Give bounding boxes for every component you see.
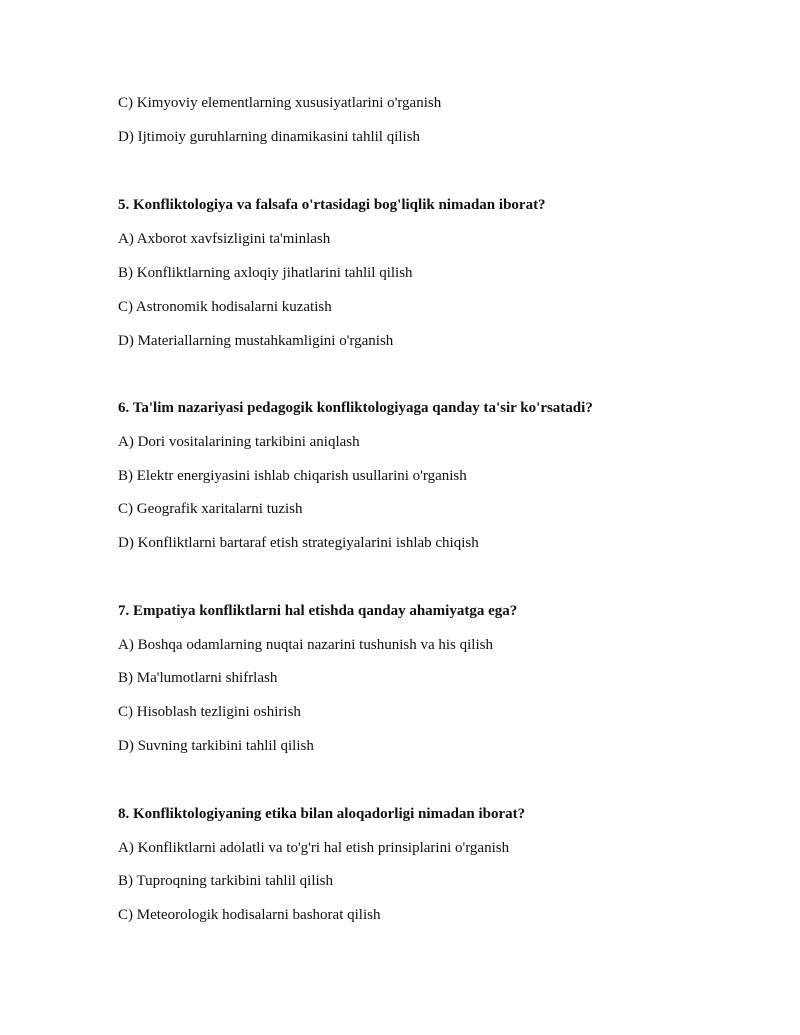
question-8-option-c: C) Meteorologik hodisalarni bashorat qilish — [118, 907, 381, 923]
question-7-option-a: A) Boshqa odamlarning nuqtai nazarini tushunish va his qilish — [118, 637, 493, 653]
question-7-option-c: C) Hisoblash tezligini oshirish — [118, 704, 301, 720]
question-8-option-a: A) Konfliktlarni adolatli va to'g'ri hal etish prinsiplarini o'rganish — [118, 840, 510, 856]
question-6-option-a: A) Dori vositalarining tarkibini aniqlash — [118, 434, 360, 450]
question-5: 5. Konfliktologiya va falsafa o'rtasidagi bog'liqlik nimadan iborat? — [118, 197, 546, 213]
question-6-option-c: C) Geografik xaritalarni tuzish — [118, 501, 303, 517]
question-5-option-a: A) Axborot xavfsizligini ta'minlash — [118, 231, 331, 247]
question-6: 6. Ta'lim nazariyasi pedagogik konfliktologiyaga qanday ta'sir ko'rsatadi? — [118, 400, 593, 416]
option-prev-c: C) Kimyoviy elementlarning xususiyatlarini o'rganish — [118, 95, 442, 111]
question-7-option-b: B) Ma'lumotlarni shifrlash — [118, 670, 278, 686]
question-5-option-b: B) Konfliktlarning axloqiy jihatlarini tahlil qilish — [118, 265, 413, 281]
question-7-option-d: D) Suvning tarkibini tahlil qilish — [118, 738, 314, 754]
question-5-option-d: D) Materiallarning mustahkamligini o'rganish — [118, 333, 394, 349]
option-prev-d: D) Ijtimoiy guruhlarning dinamikasini tahlil qilish — [118, 129, 421, 145]
question-6-option-d: D) Konfliktlarni bartaraf etish strategiyalarini ishlab chiqish — [118, 535, 479, 551]
question-6-option-b: B) Elektr energiyasini ishlab chiqarish usullarini o'rganish — [118, 468, 467, 484]
question-8: 8. Konfliktologiyaning etika bilan aloqadorligi nimadan iborat? — [118, 806, 526, 822]
question-7: 7. Empatiya konfliktlarni hal etishda qanday ahamiyatga ega? — [118, 603, 518, 619]
question-8-option-b: B) Tuproqning tarkibini tahlil qilish — [118, 873, 334, 889]
question-5-option-c: C) Astronomik hodisalarni kuzatish — [118, 299, 332, 315]
